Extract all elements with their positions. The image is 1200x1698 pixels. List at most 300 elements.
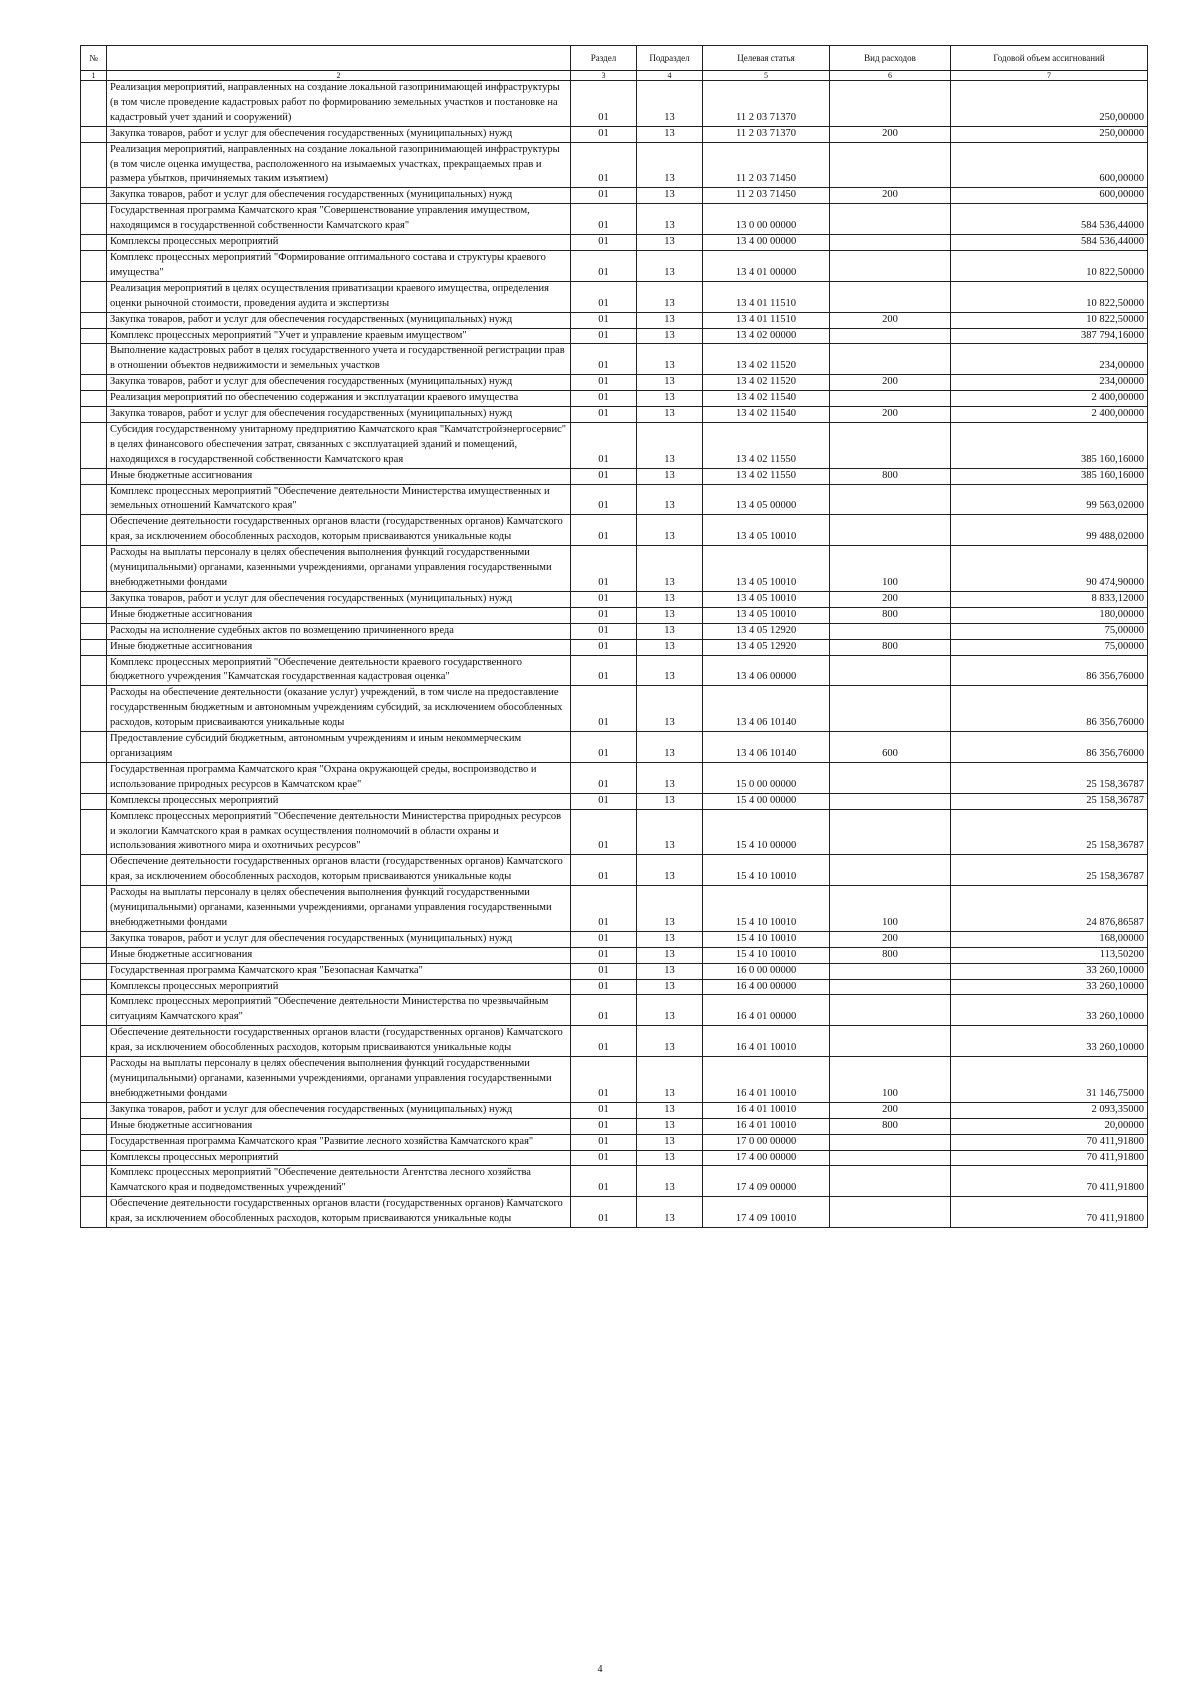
table-header-row (81, 46, 1148, 71)
cell-obem: 234,00000 (951, 344, 1148, 375)
cell-tselevaya-statya: 16 0 00 00000 (703, 963, 830, 979)
cell-podrazdel: 13 (637, 1102, 703, 1118)
cell-vid-rashodov (830, 623, 951, 639)
index-cell: 4 (637, 71, 703, 81)
cell-obem: 86 356,76000 (951, 655, 1148, 686)
cell-name: Комплексы процессных мероприятий (107, 793, 571, 809)
cell-razdel: 01 (571, 375, 637, 391)
cell-num (81, 1102, 107, 1118)
cell-vid-rashodov: 600 (830, 732, 951, 763)
cell-podrazdel: 13 (637, 126, 703, 142)
table-row (81, 235, 1148, 251)
index-cell: 5 (703, 71, 830, 81)
cell-podrazdel: 13 (637, 995, 703, 1026)
cell-obem: 20,00000 (951, 1118, 1148, 1134)
header-obem: Годовой объем ассигнований (951, 46, 1148, 71)
cell-podrazdel: 13 (637, 407, 703, 423)
cell-razdel: 01 (571, 655, 637, 686)
cell-tselevaya-statya: 13 4 02 11540 (703, 407, 830, 423)
cell-name: Комплексы процессных мероприятий (107, 235, 571, 251)
table-row (81, 979, 1148, 995)
cell-vid-rashodov: 100 (830, 886, 951, 932)
cell-name: Комплексы процессных мероприятий (107, 1150, 571, 1166)
cell-vid-rashodov (830, 204, 951, 235)
cell-num (81, 375, 107, 391)
cell-tselevaya-statya: 15 0 00 00000 (703, 762, 830, 793)
cell-podrazdel: 13 (637, 281, 703, 312)
cell-num (81, 81, 107, 127)
cell-podrazdel: 13 (637, 250, 703, 281)
cell-name: Иные бюджетные ассигнования (107, 947, 571, 963)
cell-name: Обеспечение деятельности государственных органов власти (государственных органов) Камчатского края, за исключением обособленных расходов, которым присваиваются уникальные коды (107, 1026, 571, 1057)
cell-num (81, 391, 107, 407)
cell-podrazdel: 13 (637, 468, 703, 484)
cell-razdel: 01 (571, 732, 637, 763)
cell-obem: 250,00000 (951, 81, 1148, 127)
cell-tselevaya-statya: 13 4 05 12920 (703, 639, 830, 655)
cell-name: Комплекс процессных мероприятий "Учет и управление краевым имуществом" (107, 328, 571, 344)
cell-podrazdel: 13 (637, 515, 703, 546)
table-row (81, 1166, 1148, 1197)
budget-table (80, 45, 1148, 1228)
table-row (81, 639, 1148, 655)
cell-name: Закупка товаров, работ и услуг для обеспечения государственных (муниципальных) нужд (107, 407, 571, 423)
cell-vid-rashodov (830, 515, 951, 546)
cell-razdel: 01 (571, 1197, 637, 1228)
cell-num (81, 979, 107, 995)
cell-obem: 385 160,16000 (951, 422, 1148, 468)
cell-name: Государственная программа Камчатского края "Безопасная Камчатка" (107, 963, 571, 979)
cell-vid-rashodov (830, 422, 951, 468)
cell-vid-rashodov (830, 235, 951, 251)
cell-podrazdel: 13 (637, 235, 703, 251)
cell-podrazdel: 13 (637, 391, 703, 407)
cell-name: Расходы на выплаты персоналу в целях обеспечения выполнения функций государственными (муниципальными) органами, казенными учреждениями, органами управления государственными внебюджетными фондами (107, 546, 571, 592)
cell-podrazdel: 13 (637, 484, 703, 515)
cell-tselevaya-statya: 13 4 02 11550 (703, 422, 830, 468)
table-row (81, 947, 1148, 963)
cell-vid-rashodov (830, 762, 951, 793)
cell-name: Государственная программа Камчатского края "Совершенствование управления имуществом, находящимся в государственной собственности Камчатского края" (107, 204, 571, 235)
cell-vid-rashodov: 100 (830, 1057, 951, 1103)
cell-podrazdel: 13 (637, 344, 703, 375)
cell-vid-rashodov (830, 793, 951, 809)
cell-num (81, 886, 107, 932)
cell-name: Комплексы процессных мероприятий (107, 979, 571, 995)
cell-num (81, 1118, 107, 1134)
cell-razdel: 01 (571, 546, 637, 592)
cell-razdel: 01 (571, 886, 637, 932)
cell-podrazdel: 13 (637, 947, 703, 963)
cell-num (81, 1026, 107, 1057)
header-name (107, 46, 571, 71)
cell-razdel: 01 (571, 639, 637, 655)
cell-podrazdel: 13 (637, 963, 703, 979)
index-cell: 2 (107, 71, 571, 81)
cell-razdel: 01 (571, 188, 637, 204)
cell-podrazdel: 13 (637, 422, 703, 468)
cell-tselevaya-statya: 13 4 02 11540 (703, 391, 830, 407)
cell-name: Комплекс процессных мероприятий "Обеспечение деятельности краевого государственного бюджетного учреждения "Камчатская государственная кадастровая оценка" (107, 655, 571, 686)
table-row (81, 1026, 1148, 1057)
table-row (81, 344, 1148, 375)
cell-obem: 33 260,10000 (951, 995, 1148, 1026)
cell-name: Закупка товаров, работ и услуг для обеспечения государственных (муниципальных) нужд (107, 312, 571, 328)
cell-obem: 90 474,90000 (951, 546, 1148, 592)
cell-name: Реализация мероприятий в целях осуществления приватизации краевого имущества, определения оценки рыночной стоимости, проведения аудита и экспертизы (107, 281, 571, 312)
cell-razdel: 01 (571, 391, 637, 407)
cell-obem: 75,00000 (951, 623, 1148, 639)
cell-vid-rashodov: 100 (830, 546, 951, 592)
cell-obem: 86 356,76000 (951, 732, 1148, 763)
cell-razdel: 01 (571, 1057, 637, 1103)
table-row (81, 1057, 1148, 1103)
cell-podrazdel: 13 (637, 762, 703, 793)
cell-name: Закупка товаров, работ и услуг для обеспечения государственных (муниципальных) нужд (107, 1102, 571, 1118)
cell-num (81, 235, 107, 251)
cell-name: Иные бюджетные ассигнования (107, 468, 571, 484)
cell-razdel: 01 (571, 979, 637, 995)
cell-vid-rashodov (830, 1166, 951, 1197)
cell-podrazdel: 13 (637, 809, 703, 855)
cell-obem: 24 876,86587 (951, 886, 1148, 932)
cell-razdel: 01 (571, 235, 637, 251)
cell-num (81, 281, 107, 312)
cell-razdel: 01 (571, 809, 637, 855)
cell-num (81, 1150, 107, 1166)
cell-obem: 584 536,44000 (951, 204, 1148, 235)
cell-num (81, 1057, 107, 1103)
table-row (81, 623, 1148, 639)
cell-razdel: 01 (571, 607, 637, 623)
table-row (81, 793, 1148, 809)
cell-name: Выполнение кадастровых работ в целях государственного учета и государственной регистрации прав в отношении объектов недвижимости и земельных участков (107, 344, 571, 375)
cell-vid-rashodov: 800 (830, 607, 951, 623)
cell-razdel: 01 (571, 515, 637, 546)
cell-num (81, 1197, 107, 1228)
cell-vid-rashodov (830, 655, 951, 686)
cell-obem: 25 158,36787 (951, 855, 1148, 886)
cell-tselevaya-statya: 17 4 00 00000 (703, 1150, 830, 1166)
cell-num (81, 312, 107, 328)
index-cell: 1 (81, 71, 107, 81)
cell-tselevaya-statya: 17 0 00 00000 (703, 1134, 830, 1150)
cell-tselevaya-statya: 15 4 10 10010 (703, 855, 830, 886)
index-cell: 3 (571, 71, 637, 81)
cell-num (81, 607, 107, 623)
cell-podrazdel: 13 (637, 979, 703, 995)
cell-name: Закупка товаров, работ и услуг для обеспечения государственных (муниципальных) нужд (107, 931, 571, 947)
header-vid-rashodov: Вид расходов (830, 46, 951, 71)
table-row (81, 546, 1148, 592)
cell-tselevaya-statya: 13 4 05 10010 (703, 546, 830, 592)
cell-name: Комплекс процессных мероприятий "Обеспечение деятельности Министерства природных ресурсов и экологии Камчатского края в рамках осуществления полномочий в области охраны и использования животного мира и охотничьих ресурсов" (107, 809, 571, 855)
cell-name: Иные бюджетные ассигнования (107, 639, 571, 655)
table-row (81, 1134, 1148, 1150)
cell-num (81, 344, 107, 375)
cell-name: Расходы на исполнение судебных актов по возмещению причиненного вреда (107, 623, 571, 639)
table-row (81, 1118, 1148, 1134)
cell-vid-rashodov: 200 (830, 126, 951, 142)
cell-name: Предоставление субсидий бюджетным, автономным учреждениям и иным некоммерческим организациям (107, 732, 571, 763)
table-row (81, 1150, 1148, 1166)
cell-name: Государственная программа Камчатского края "Развитие лесного хозяйства Камчатского края" (107, 1134, 571, 1150)
cell-vid-rashodov (830, 328, 951, 344)
cell-tselevaya-statya: 13 4 01 00000 (703, 250, 830, 281)
cell-obem: 385 160,16000 (951, 468, 1148, 484)
cell-tselevaya-statya: 11 2 03 71370 (703, 81, 830, 127)
cell-razdel: 01 (571, 931, 637, 947)
index-cell: 7 (951, 71, 1148, 81)
table-row (81, 328, 1148, 344)
cell-num (81, 1166, 107, 1197)
table-index-row (81, 71, 1148, 81)
cell-tselevaya-statya: 17 4 09 00000 (703, 1166, 830, 1197)
cell-vid-rashodov (830, 979, 951, 995)
cell-obem: 10 822,50000 (951, 250, 1148, 281)
table-row (81, 422, 1148, 468)
cell-obem: 180,00000 (951, 607, 1148, 623)
cell-razdel: 01 (571, 484, 637, 515)
cell-razdel: 01 (571, 468, 637, 484)
cell-obem: 25 158,36787 (951, 762, 1148, 793)
table-row (81, 1102, 1148, 1118)
table-row (81, 281, 1148, 312)
cell-name: Комплекс процессных мероприятий "Формирование оптимального состава и структуры краевого имущества" (107, 250, 571, 281)
cell-podrazdel: 13 (637, 1150, 703, 1166)
cell-name: Комплекс процессных мероприятий "Обеспечение деятельности Министерства по чрезвычайным ситуациям Камчатского края" (107, 995, 571, 1026)
cell-tselevaya-statya: 13 4 02 00000 (703, 328, 830, 344)
index-cell: 6 (830, 71, 951, 81)
cell-num (81, 855, 107, 886)
cell-vid-rashodov: 200 (830, 312, 951, 328)
page-number: 4 (597, 1664, 603, 1675)
cell-tselevaya-statya: 15 4 10 10010 (703, 931, 830, 947)
cell-razdel: 01 (571, 793, 637, 809)
cell-razdel: 01 (571, 1026, 637, 1057)
cell-razdel: 01 (571, 1150, 637, 1166)
cell-tselevaya-statya: 16 4 01 10010 (703, 1102, 830, 1118)
cell-vid-rashodov: 200 (830, 1102, 951, 1118)
table-row (81, 809, 1148, 855)
cell-obem: 8 833,12000 (951, 591, 1148, 607)
cell-name: Расходы на выплаты персоналу в целях обеспечения выполнения функций государственными (муниципальными) органами, казенными учреждениями, органами управления государственными внебюджетными фондами (107, 1057, 571, 1103)
cell-vid-rashodov (830, 686, 951, 732)
cell-podrazdel: 13 (637, 1118, 703, 1134)
cell-tselevaya-statya: 16 4 01 10010 (703, 1057, 830, 1103)
cell-razdel: 01 (571, 344, 637, 375)
cell-podrazdel: 13 (637, 188, 703, 204)
cell-obem: 113,50200 (951, 947, 1148, 963)
cell-name: Реализация мероприятий по обеспечению содержания и эксплуатации краевого имущества (107, 391, 571, 407)
cell-obem: 10 822,50000 (951, 312, 1148, 328)
cell-num (81, 686, 107, 732)
cell-tselevaya-statya: 16 4 01 00000 (703, 995, 830, 1026)
cell-num (81, 142, 107, 188)
cell-podrazdel: 13 (637, 886, 703, 932)
cell-num (81, 468, 107, 484)
cell-tselevaya-statya: 16 4 01 10010 (703, 1026, 830, 1057)
cell-tselevaya-statya: 16 4 00 00000 (703, 979, 830, 995)
table-row (81, 655, 1148, 686)
table-row (81, 375, 1148, 391)
cell-podrazdel: 13 (637, 591, 703, 607)
cell-num (81, 947, 107, 963)
cell-num (81, 204, 107, 235)
cell-razdel: 01 (571, 422, 637, 468)
cell-vid-rashodov: 200 (830, 407, 951, 423)
cell-num (81, 655, 107, 686)
cell-tselevaya-statya: 13 4 05 00000 (703, 484, 830, 515)
table-row (81, 607, 1148, 623)
cell-razdel: 01 (571, 1166, 637, 1197)
cell-tselevaya-statya: 11 2 03 71450 (703, 142, 830, 188)
cell-obem: 75,00000 (951, 639, 1148, 655)
cell-name: Расходы на обеспечение деятельности (оказание услуг) учреждений, в том числе на предоставление государственным бюджетным и автономным учреждениям субсидий, за исключением обособленных расходов, которым присваиваются уникальные коды (107, 686, 571, 732)
cell-razdel: 01 (571, 855, 637, 886)
cell-obem: 86 356,76000 (951, 686, 1148, 732)
cell-tselevaya-statya: 13 4 05 12920 (703, 623, 830, 639)
table-row (81, 142, 1148, 188)
cell-tselevaya-statya: 13 4 02 11520 (703, 344, 830, 375)
cell-tselevaya-statya: 13 4 05 10010 (703, 515, 830, 546)
cell-vid-rashodov (830, 1150, 951, 1166)
header-tselevaya-statya: Целевая статья (703, 46, 830, 71)
cell-razdel: 01 (571, 328, 637, 344)
cell-tselevaya-statya: 13 4 02 11520 (703, 375, 830, 391)
cell-razdel: 01 (571, 762, 637, 793)
cell-num (81, 1134, 107, 1150)
cell-vid-rashodov (830, 1197, 951, 1228)
cell-tselevaya-statya: 15 4 00 00000 (703, 793, 830, 809)
cell-podrazdel: 13 (637, 931, 703, 947)
cell-vid-rashodov: 200 (830, 375, 951, 391)
cell-obem: 25 158,36787 (951, 809, 1148, 855)
cell-razdel: 01 (571, 1102, 637, 1118)
cell-num (81, 422, 107, 468)
cell-obem: 25 158,36787 (951, 793, 1148, 809)
cell-tselevaya-statya: 11 2 03 71450 (703, 188, 830, 204)
table-row (81, 762, 1148, 793)
cell-obem: 168,00000 (951, 931, 1148, 947)
cell-podrazdel: 13 (637, 686, 703, 732)
cell-tselevaya-statya: 16 4 01 10010 (703, 1118, 830, 1134)
cell-name: Закупка товаров, работ и услуг для обеспечения государственных (муниципальных) нужд (107, 126, 571, 142)
cell-tselevaya-statya: 13 4 06 00000 (703, 655, 830, 686)
cell-tselevaya-statya: 15 4 10 10010 (703, 947, 830, 963)
cell-vid-rashodov (830, 809, 951, 855)
cell-tselevaya-statya: 13 4 05 10010 (703, 591, 830, 607)
cell-num (81, 407, 107, 423)
table-row (81, 1197, 1148, 1228)
cell-obem: 584 536,44000 (951, 235, 1148, 251)
cell-podrazdel: 13 (637, 732, 703, 763)
cell-name: Государственная программа Камчатского края "Охрана окружающей среды, воспроизводство и использование природных ресурсов в Камчатском крае" (107, 762, 571, 793)
cell-podrazdel: 13 (637, 1197, 703, 1228)
cell-name: Комплекс процессных мероприятий "Обеспечение деятельности Агентства лесного хозяйства Камчатского края и подведомственных учреждений" (107, 1166, 571, 1197)
cell-name: Обеспечение деятельности государственных органов власти (государственных органов) Камчатского края, за исключением обособленных расходов, которым присваиваются уникальные коды (107, 515, 571, 546)
cell-razdel: 01 (571, 250, 637, 281)
cell-obem: 10 822,50000 (951, 281, 1148, 312)
table-row (81, 995, 1148, 1026)
table-row (81, 126, 1148, 142)
table-row (81, 686, 1148, 732)
table-row (81, 312, 1148, 328)
cell-podrazdel: 13 (637, 375, 703, 391)
table-row (81, 591, 1148, 607)
cell-num (81, 732, 107, 763)
cell-name: Закупка товаров, работ и услуг для обеспечения государственных (муниципальных) нужд (107, 375, 571, 391)
cell-num (81, 931, 107, 947)
table-row (81, 484, 1148, 515)
cell-name: Обеспечение деятельности государственных органов власти (государственных органов) Камчатского края, за исключением обособленных расходов, которым присваиваются уникальные коды (107, 1197, 571, 1228)
cell-tselevaya-statya: 15 4 10 00000 (703, 809, 830, 855)
cell-razdel: 01 (571, 1134, 637, 1150)
cell-num (81, 328, 107, 344)
cell-vid-rashodov: 200 (830, 931, 951, 947)
cell-razdel: 01 (571, 1118, 637, 1134)
cell-num (81, 639, 107, 655)
table-row (81, 204, 1148, 235)
cell-podrazdel: 13 (637, 204, 703, 235)
cell-name: Иные бюджетные ассигнования (107, 1118, 571, 1134)
cell-podrazdel: 13 (637, 1166, 703, 1197)
cell-razdel: 01 (571, 126, 637, 142)
cell-obem: 99 488,02000 (951, 515, 1148, 546)
table-row (81, 886, 1148, 932)
cell-razdel: 01 (571, 281, 637, 312)
cell-vid-rashodov (830, 855, 951, 886)
cell-tselevaya-statya: 11 2 03 71370 (703, 126, 830, 142)
table-row (81, 855, 1148, 886)
table-row (81, 468, 1148, 484)
cell-obem: 33 260,10000 (951, 1026, 1148, 1057)
table-row (81, 407, 1148, 423)
cell-razdel: 01 (571, 312, 637, 328)
cell-tselevaya-statya: 13 4 00 00000 (703, 235, 830, 251)
cell-tselevaya-statya: 13 4 01 11510 (703, 281, 830, 312)
cell-vid-rashodov (830, 1134, 951, 1150)
cell-vid-rashodov: 200 (830, 188, 951, 204)
cell-podrazdel: 13 (637, 793, 703, 809)
cell-num (81, 793, 107, 809)
cell-num (81, 995, 107, 1026)
cell-vid-rashodov (830, 484, 951, 515)
cell-name: Закупка товаров, работ и услуг для обеспечения государственных (муниципальных) нужд (107, 591, 571, 607)
cell-num (81, 250, 107, 281)
cell-vid-rashodov (830, 81, 951, 127)
cell-num (81, 484, 107, 515)
table-row (81, 963, 1148, 979)
cell-podrazdel: 13 (637, 312, 703, 328)
cell-name: Комплекс процессных мероприятий "Обеспечение деятельности Министерства имущественных и земельных отношений Камчатского края" (107, 484, 571, 515)
cell-name: Иные бюджетные ассигнования (107, 607, 571, 623)
cell-name: Реализация мероприятий, направленных на создание локальной газопринимающей инфраструктуры (в том числе проведение кадастровых работ по формированию земельных участков и постановке на кадастровый учет зданий и сооружений) (107, 81, 571, 127)
cell-obem: 99 563,02000 (951, 484, 1148, 515)
cell-num (81, 546, 107, 592)
cell-razdel: 01 (571, 81, 637, 127)
table-row (81, 391, 1148, 407)
cell-tselevaya-statya: 15 4 10 10010 (703, 886, 830, 932)
cell-razdel: 01 (571, 142, 637, 188)
header-podrazdel: Подраздел (637, 46, 703, 71)
cell-num (81, 126, 107, 142)
cell-num (81, 515, 107, 546)
cell-name: Субсидия государственному унитарному предприятию Камчатского края "Камчатстройэнергосервис" в целях финансового обеспечения затрат, связанных с эксплуатацией зданий и помещений, находящихся в государственной собственности Камчатского края (107, 422, 571, 468)
cell-razdel: 01 (571, 686, 637, 732)
cell-vid-rashodov (830, 344, 951, 375)
cell-razdel: 01 (571, 591, 637, 607)
